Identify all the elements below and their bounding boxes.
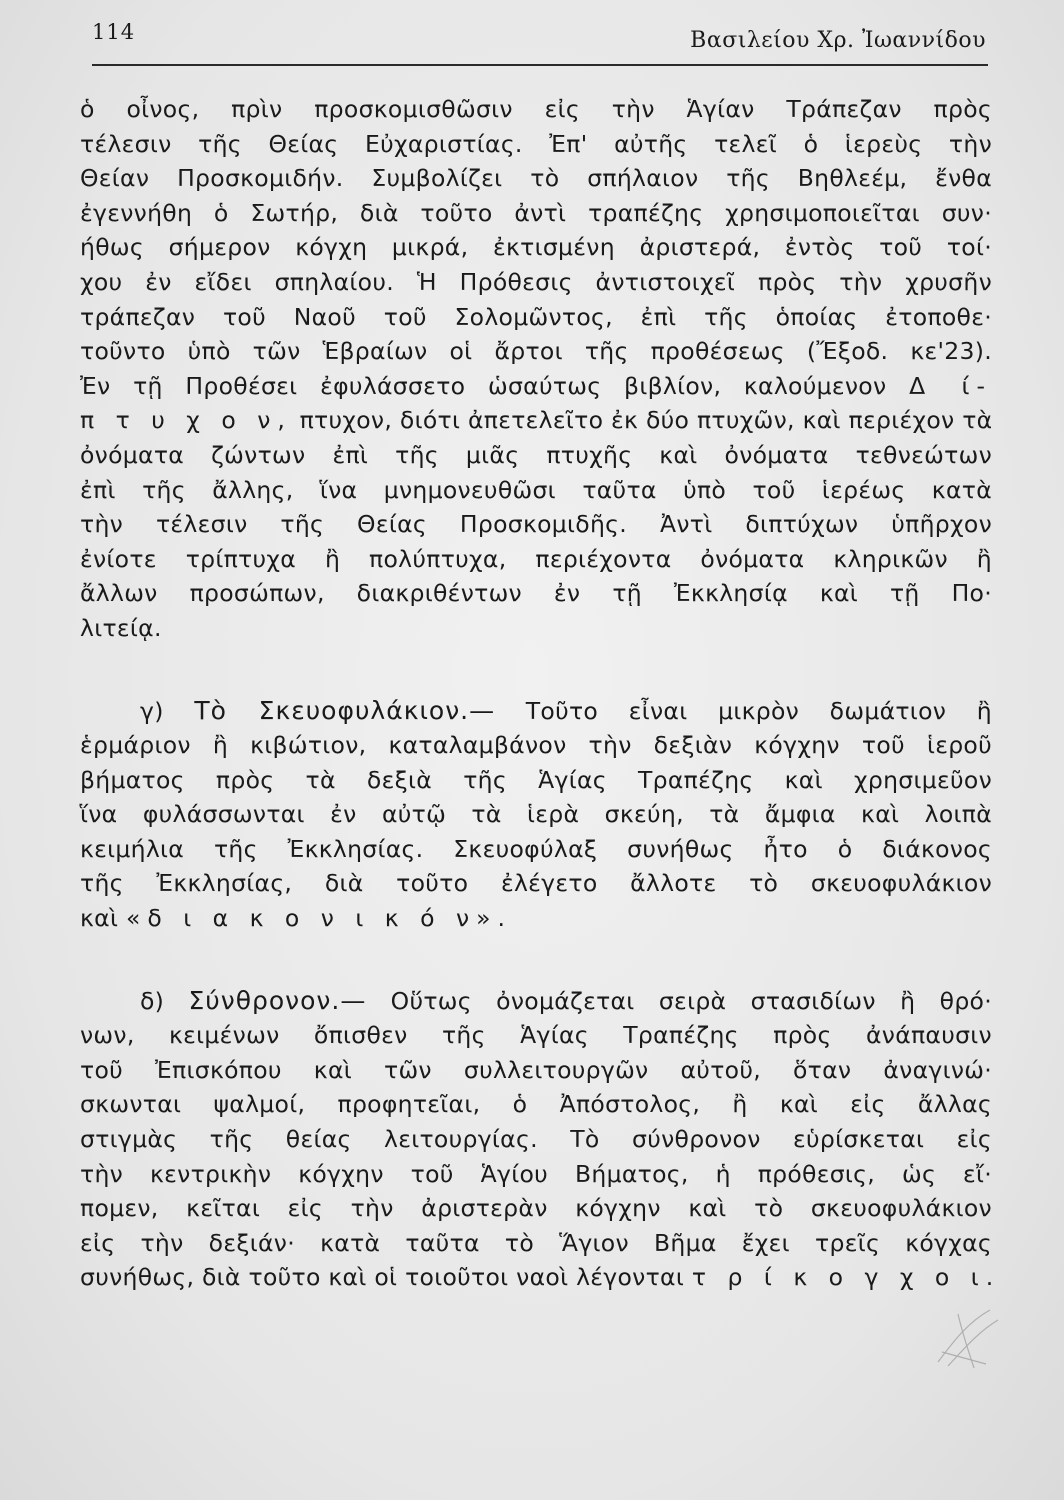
text-line: ἐπὶ τῆς ἄλλης, ἵνα μνημονευθῶσι ταῦτα ὑπὸ τοῦ ἱερέως κατὰ [80,475,992,504]
text-line: κειμήλια τῆς Ἐκκλησίας. Σκευοφύλαξ συνήθως ἦτο ὁ διάκονος [80,834,992,863]
text-line [80,984,992,1019]
section-skevophylakion [80,694,992,936]
paragraph-gap [80,646,992,694]
text-line: εἰς τὴν δεξιάν· κατὰ ταῦτα τὸ Ἅγιον Βῆμα ἔχει τρεῖς κόγχας [80,1228,992,1257]
running-head: Βασιλείου Χρ. Ἰωαννίδου [690,28,986,53]
text-run: Ἐν τῇ Προθέσει ἐφυλάσσετο ὡσαύτως βιβλίον, καλούμενον [80,371,887,400]
text-run: Τοῦτο εἶναι μικρὸν δωμάτιον ἢ [525,696,992,725]
text-line: ήθως σήμερον κόγχη μικρά, ἐκτισμένη ἀριστερά, ἐντὸς τοῦ τοί· [80,233,992,262]
text-line: πομεν, κεῖται εἰς τὴν ἀριστερὰν κόγχην καὶ τὸ σκευοφυλάκιον [80,1194,992,1223]
text-line: βήματος πρὸς τὰ δεξιὰ τῆς Ἁγίας Τραπέζης καὶ χρησιμεῦον [80,765,992,794]
text-line: ἄλλων προσώπων, διακριθέντων ἐν τῇ Ἐκκλησίᾳ καὶ τῇ Πο· [80,579,992,608]
text-line: ὀνόματα ζώντων ἐπὶ τῆς μιᾶς πτυχῆς καὶ ὀνόματα τεθνεώτων [80,440,992,469]
text-line [80,694,992,729]
text-run: πτυχον, διότι ἀπετελεῖτο ἐκ δύο πτυχῶν, καὶ περιέχον τὰ [299,406,993,435]
text-line: ἑρμάριον ἢ κιβώτιον, καταλαμβάνον τὴν δεξιὰν κόγχην τοῦ ἱεροῦ [80,731,992,760]
text-line: τράπεζαν τοῦ Ναοῦ τοῦ Σολομῶντος, ἐπὶ τῆς ὁποίας ἐτοποθε· [80,302,992,331]
section-heading: Σύνθρονον.— [188,985,367,1015]
text-line: στιγμὰς τῆς θείας λειτουργίας. Τὸ σύνθρονον εὑρίσκεται εἰς [80,1125,992,1154]
text-line: τοῦ Ἐπισκόπου καὶ τῶν συλλειτουργῶν αὐτοῦ, ὅταν ἀναγινώ· [80,1055,992,1084]
text-line [80,403,992,438]
text-line [80,1260,1001,1295]
text-line: ἐνίοτε τρίπτυχα ἢ πολύπτυχα, περιέχοντα ὀνόματα κληρικῶν ἢ [80,544,992,573]
text-line: τὴν τέλεσιν τῆς Θείας Προσκομιδῆς. Ἀντὶ διπτύχων ὑπῆρχον [80,510,992,539]
spaced-term: Δ ί- [909,371,992,400]
pencil-scribble-mark [928,1302,1008,1372]
paragraph-prothesis [80,92,992,646]
spaced-term: τ ρ ί κ ο γ χ ο ι. [691,1263,1001,1292]
page-number: 114 [92,20,136,44]
text-line: Θείαν Προσκομιδήν. Συμβολίζει τὸ σπήλαιον τῆς Βηθλεέμ, ἔνθα [80,164,992,193]
text-run: καὶ [80,904,119,933]
text-line [80,901,992,936]
text-line: τέλεσιν τῆς Θείας Εὐχαριστίας. Ἐπ' αὐτῆς τελεῖ ὁ ἱερεὺς τὴν [80,129,992,158]
text-line [80,369,992,404]
section-label: γ) [140,696,164,725]
text-line: ὁ οἶνος, πρὶν προσκομισθῶσιν εἰς τὴν Ἁγίαν Τράπεζαν πρὸς [80,95,992,123]
section-synthronon [80,984,1001,1295]
body-text [80,92,1001,1295]
text-line: λιτείᾳ. [80,613,162,642]
text-line: ἵνα φυλάσσωνται ἐν αὐτῷ τὰ ἱερὰ σκεύη, τὰ ἄμφια καὶ λοιπὰ [80,800,992,829]
paragraph-gap [80,936,992,984]
text-line: τῆς Ἐκκλησίας, διὰ τοῦτο ἐλέγετο ἄλλοτε τὸ σκευοφυλάκιον [80,869,992,898]
text-line: ἐγεννήθη ὁ Σωτήρ, διὰ τοῦτο ἀντὶ τραπέζης χρησιμοποιεῖται συν· [80,198,992,227]
text-line: νων, κειμένων ὄπισθεν τῆς Ἁγίας Τραπέζης πρὸς ἀνάπαυσιν [80,1021,992,1050]
page-header [92,18,988,66]
section-label: δ) [140,986,165,1015]
spaced-term: «δ ι α κ ο ν ι κ ό ν». [125,904,512,933]
text-line: τὴν κεντρικὴν κόγχην τοῦ Ἁγίου Βήματος, ἡ πρόθεσις, ὡς εἴ· [80,1159,992,1188]
spaced-term: π τ υ χ ο ν, [80,406,292,435]
text-line: τοῦντο ὑπὸ τῶν Ἑβραίων οἱ ἄρτοι τῆς προθέσεως (Ἔξοδ. κε'23). [80,337,992,366]
text-run: Οὕτως ὀνομάζεται σειρὰ στασιδίων ἢ θρό· [390,986,992,1015]
text-run: συνήθως, διὰ τοῦτο καὶ οἱ τοιοῦτοι ναοὶ λέγονται [80,1263,685,1292]
text-line: χου ἐν εἴδει σπηλαίου. Ἡ Πρόθεσις ἀντιστοιχεῖ πρὸς τὴν χρυσῆν [80,267,992,296]
text-line: σκωνται ψαλμοί, προφητεῖαι, ὁ Ἀπόστολος, ἢ καὶ εἰς ἄλλας [80,1090,992,1119]
section-heading: Τὸ Σκευοφυλάκιον.— [194,695,496,725]
